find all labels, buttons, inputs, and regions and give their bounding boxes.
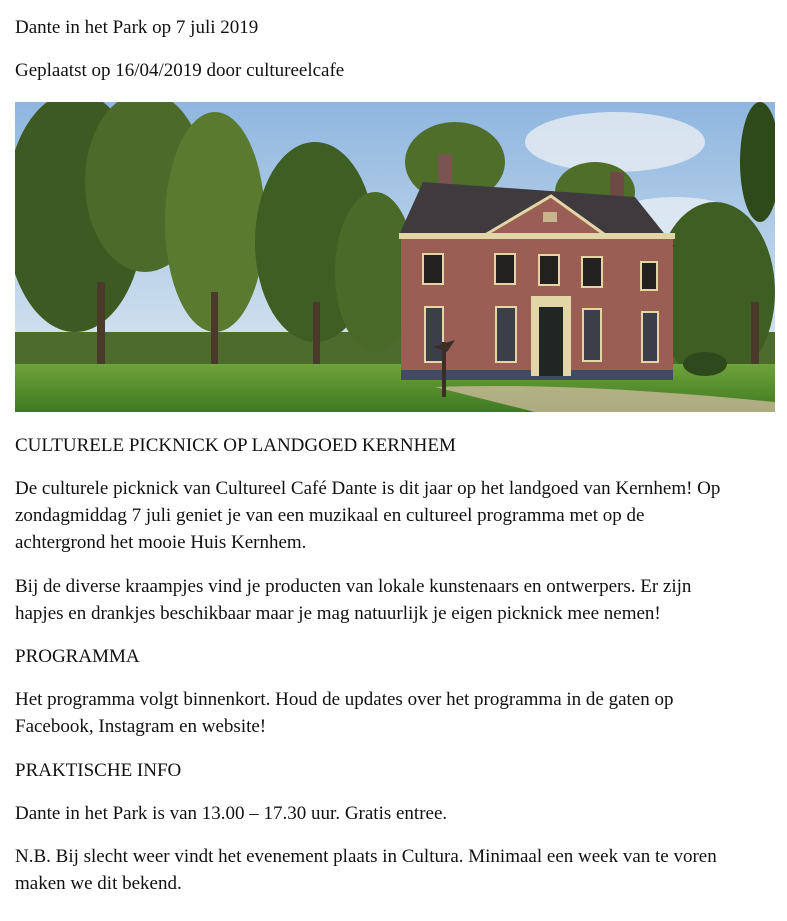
paragraph-programma: [15, 686, 780, 740]
paragraph-line: De culturele picknick van Cultureel Café Dante is dit jaar op het landgoed van Kernhem! Op: [15, 478, 721, 499]
paragraph-line: N.B. Bij slecht weer vindt het evenement plaats in Cultura. Minimaal een week van te voren: [15, 846, 717, 867]
paragraph-line: zondagmiddag 7 juli geniet je van een muzikaal en cultureel programma met op de: [15, 505, 645, 526]
hero-image: [15, 102, 775, 412]
paragraph-slecht-weer: [15, 843, 780, 897]
paragraph-line: hapjes en drankjes beschikbaar maar je mag natuurlijk je eigen picknick mee nemen!: [15, 603, 661, 624]
paragraph-tijden: [15, 800, 780, 827]
paragraph-intro: [15, 475, 780, 556]
paragraph-line: maken we dit bekend.: [15, 873, 182, 894]
section-heading-programma: PROGRAMMA: [15, 646, 140, 667]
post-meta: Geplaatst op 16/04/2019 door cultureelcafe: [15, 60, 345, 81]
paragraph-kraampjes: [15, 573, 780, 627]
paragraph-line: Bij de diverse kraampjes vind je producten van lokale kunstenaars en ontwerpers. Er zijn: [15, 576, 692, 597]
paragraph-line: Facebook, Instagram en website!: [15, 716, 267, 737]
paragraph-line: achtergrond het mooie Huis Kernhem.: [15, 532, 307, 553]
paragraph-line: Het programma volgt binnenkort. Houd de updates over het programma in de gaten op: [15, 689, 674, 710]
section-heading-praktische-info: PRAKTISCHE INFO: [15, 760, 182, 781]
post-title: Dante in het Park op 7 juli 2019: [15, 17, 259, 38]
section-heading-picknick: CULTURELE PICKNICK OP LANDGOED KERNHEM: [15, 435, 456, 456]
paragraph-line: Dante in het Park is van 13.00 – 17.30 uur. Gratis entree.: [15, 803, 448, 824]
